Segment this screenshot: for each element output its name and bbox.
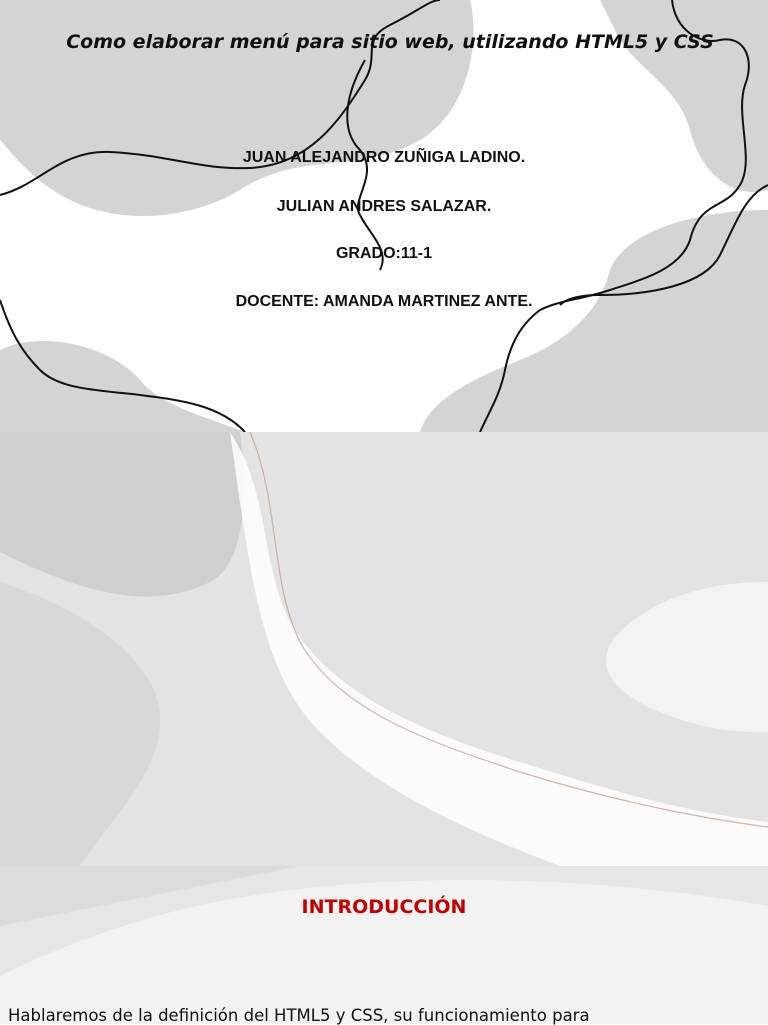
toc-background-decoration (0, 432, 768, 866)
toc-page (0, 432, 768, 866)
intro-heading: INTRODUCCIÓN (301, 896, 467, 918)
teacher-line: DOCENTE: AMANDA MARTINEZ ANTE. (235, 293, 533, 310)
author-line-2: JULIAN ANDRES SALAZAR. (276, 198, 492, 215)
author-line-1: JUAN ALEJANDRO ZUÑIGA LADINO. (242, 149, 526, 166)
document-title: Como elaborar menú para sitio web, utilizando HTML5 y CSS (66, 31, 714, 53)
cover-background-decoration (0, 0, 768, 432)
intro-background-decoration (0, 866, 768, 1024)
intro-page (0, 866, 768, 1024)
cover-page (0, 0, 768, 432)
grade-line: GRADO:11-1 (335, 245, 433, 262)
intro-paragraph: Hablaremos de la definición del HTML5 y CSS, su funcionamiento para (8, 1006, 590, 1025)
